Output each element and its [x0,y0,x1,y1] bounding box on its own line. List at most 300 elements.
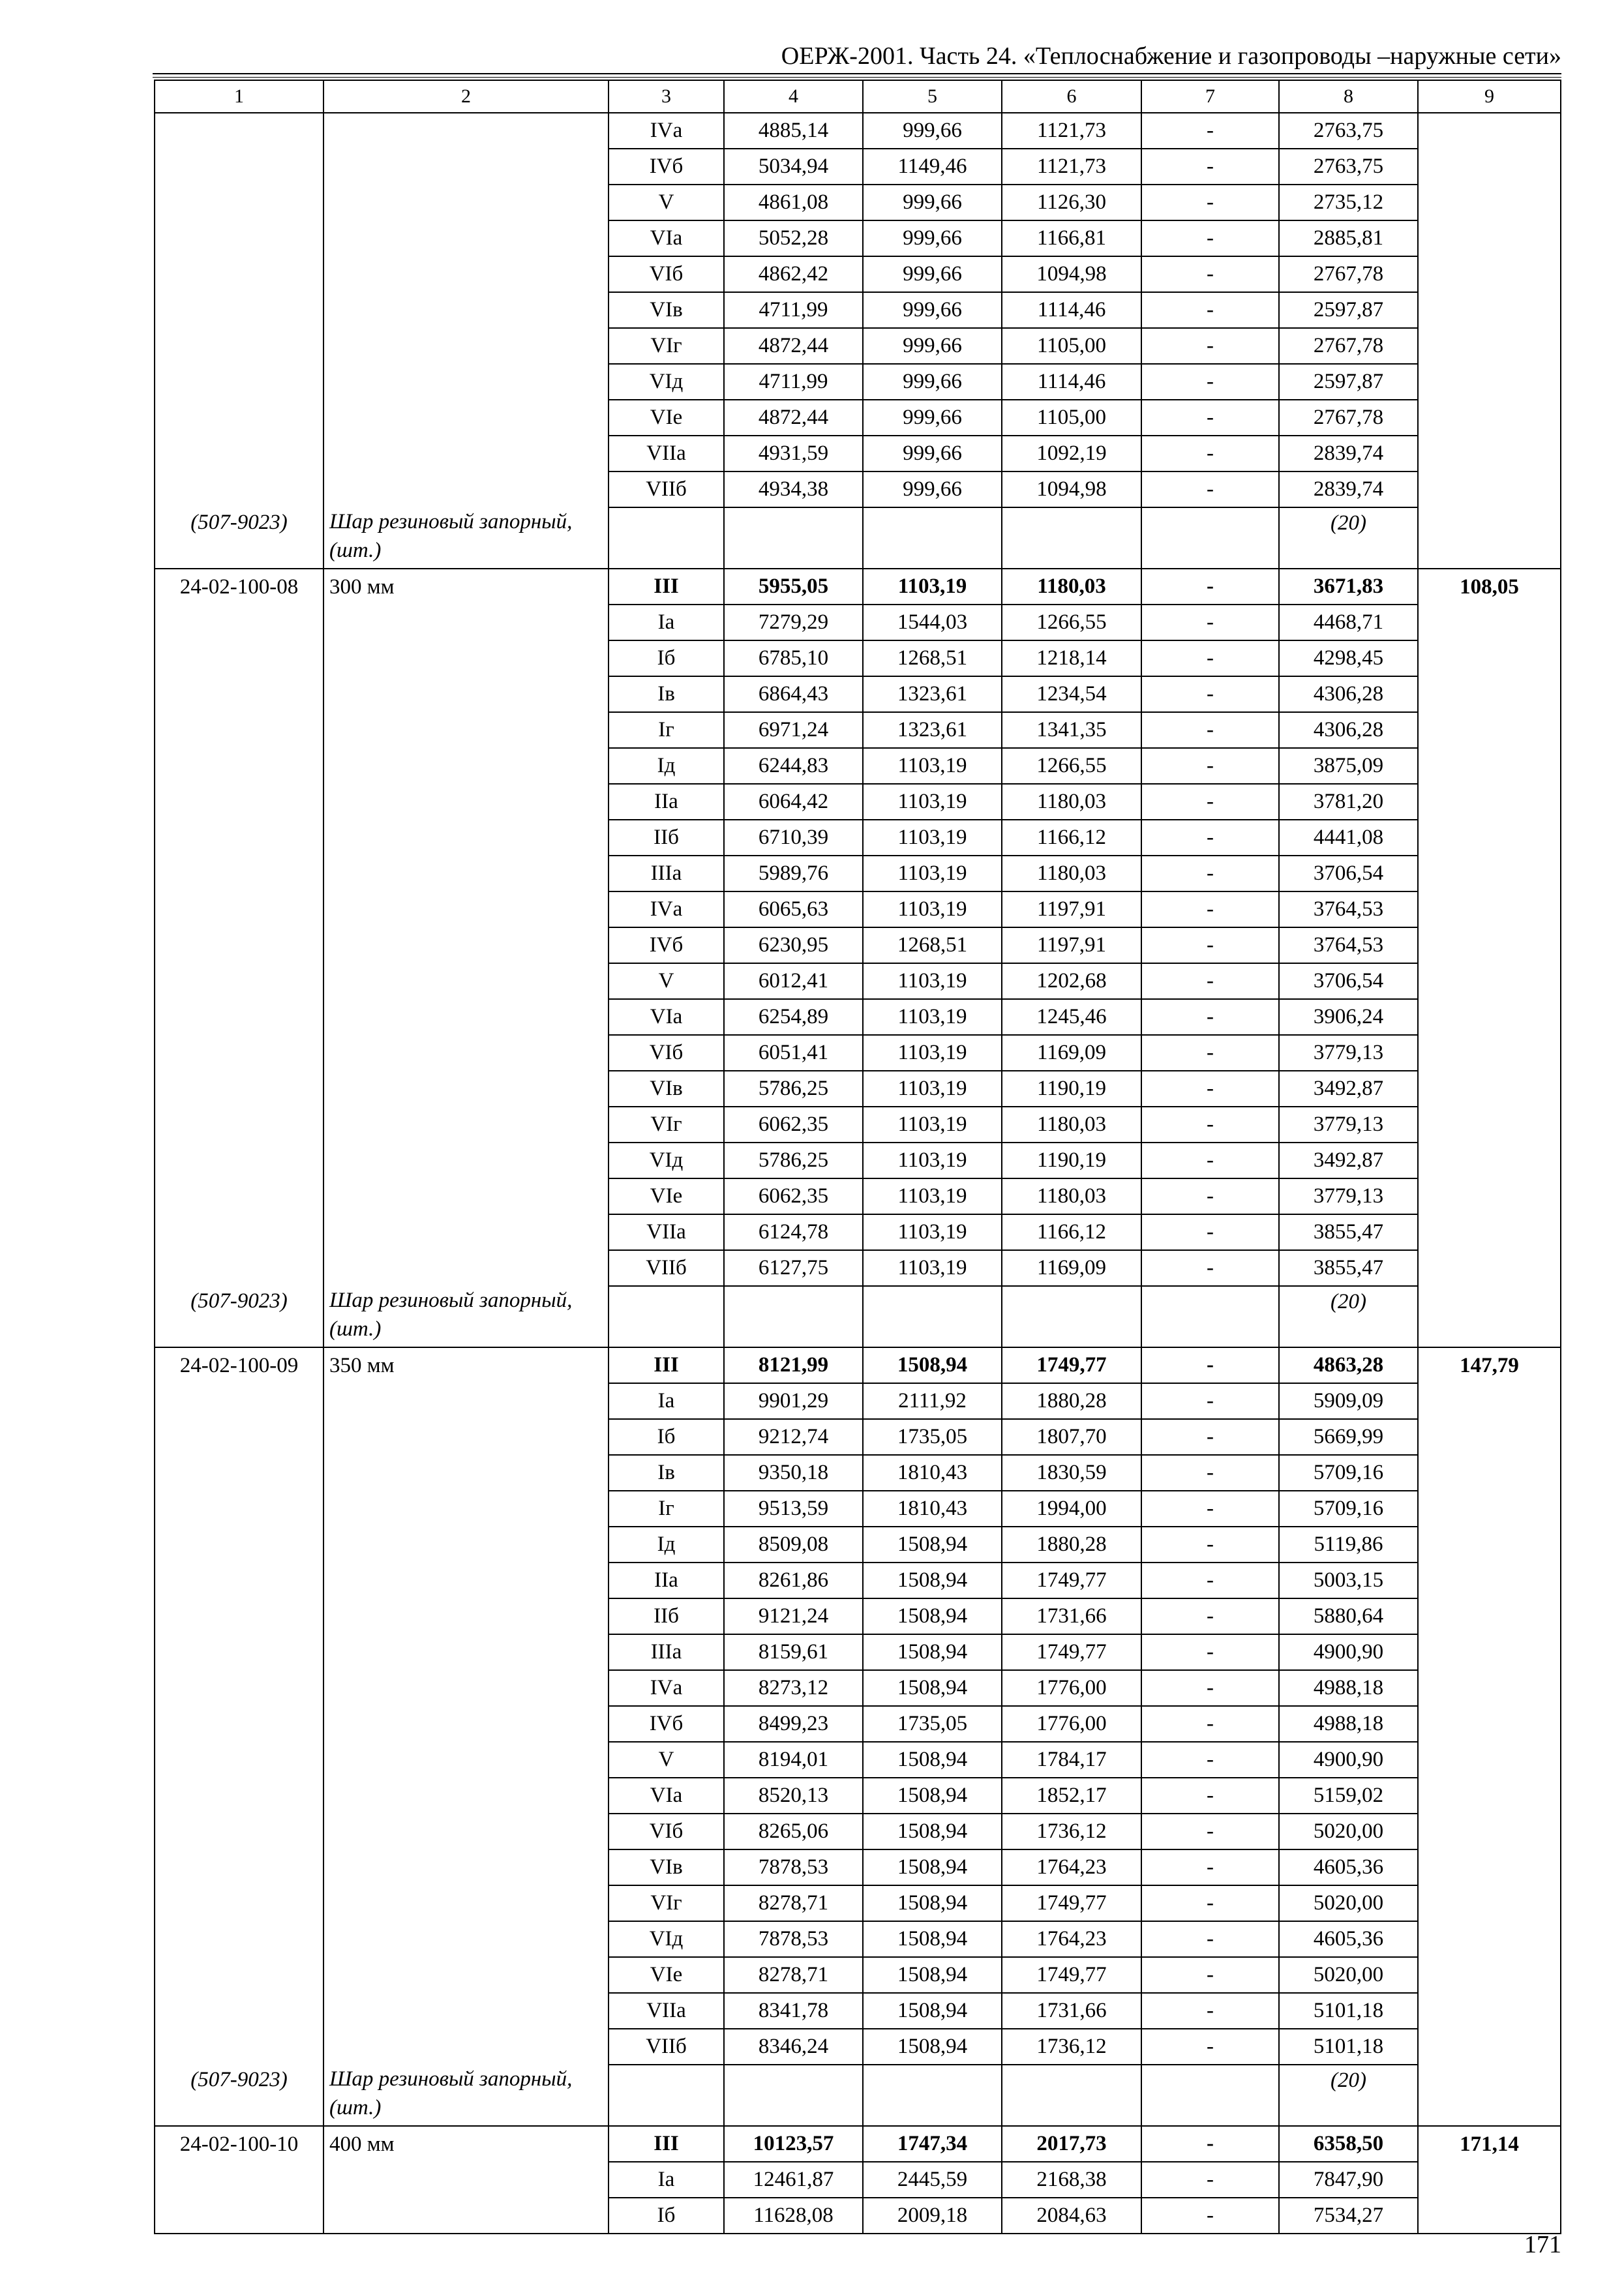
zone: Iг [609,1491,724,1527]
note-qty-cell [1279,2065,1418,2126]
column-number: 1 [155,80,323,113]
col-7-value: - [1141,1634,1279,1670]
material-cost: 2763,75 [1279,113,1418,149]
table-row [155,1347,1561,1383]
machine-cost: 1736,12 [1002,2029,1141,2065]
cost-total: 8194,01 [724,1742,863,1778]
machine-cost: 1105,00 [1002,328,1141,364]
labor-hours [1418,1993,1561,2029]
item-name [323,1214,609,1250]
page-header-title: ОЕРЖ-2001. Часть 24. «Теплоснабжение и газопроводы –наружные сети» [781,42,1561,70]
material-cost: 5003,15 [1279,1563,1418,1598]
labor-cost: 1508,94 [863,1993,1002,2029]
table-row [155,1957,1561,1993]
labor-cost: 2111,92 [863,1383,1002,1419]
cost-total: 5955,05 [724,569,863,605]
labor-hours [1418,1778,1561,1814]
column-number-row [155,80,1561,113]
cost-total: 6710,39 [724,820,863,856]
material-cost: 2597,87 [1279,292,1418,328]
labor-cost: 1747,34 [863,2126,1002,2162]
zone: VIв [609,1849,724,1885]
cost-total: 6230,95 [724,927,863,963]
machine-cost: 1736,12 [1002,1814,1141,1849]
labor-hours [1418,1742,1561,1778]
machine-cost: 1852,17 [1002,1778,1141,1814]
col-7-value: - [1141,1849,1279,1885]
col-7-value: - [1141,1035,1279,1071]
machine-cost: 1121,73 [1002,113,1141,149]
col-7-value: - [1141,820,1279,856]
item-name [323,256,609,292]
labor-hours [1418,605,1561,640]
rate-code [155,220,323,256]
table-row [155,927,1561,963]
labor-cost: 1735,05 [863,1419,1002,1455]
material-cost: 3764,53 [1279,927,1418,963]
labor-hours [1418,1455,1561,1491]
labor-cost: 1508,94 [863,1634,1002,1670]
table-row [155,2198,1561,2234]
zone: IVб [609,149,724,185]
labor-cost: 1508,94 [863,1849,1002,1885]
material-cost: 2767,78 [1279,328,1418,364]
col-7-value: - [1141,748,1279,784]
material-cost: 4306,28 [1279,676,1418,712]
cost-total: 11628,08 [724,2198,863,2234]
labor-cost: 1810,43 [863,1491,1002,1527]
item-name: 350 мм [323,1347,609,1383]
col-7-value: - [1141,2162,1279,2198]
labor-hours [1418,1419,1561,1455]
labor-hours [1418,927,1561,963]
item-name [323,640,609,676]
item-name [323,1035,609,1071]
rate-code [155,1383,323,1419]
empty-cell [609,2065,724,2126]
table-row [155,1670,1561,1706]
rate-code [155,185,323,220]
material-cost: 3779,13 [1279,1107,1418,1143]
labor-cost: 1268,51 [863,640,1002,676]
table-row [155,1035,1561,1071]
item-name [323,1455,609,1491]
labor-hours [1418,1214,1561,1250]
rate-code [155,1107,323,1143]
rate-code [155,963,323,999]
material-cost: 2597,87 [1279,364,1418,400]
col-7-value: - [1141,471,1279,507]
labor-cost: 999,66 [863,436,1002,471]
rate-code [155,1563,323,1598]
labor-hours [1418,149,1561,185]
table-row [155,1706,1561,1742]
labor-cost: 1103,19 [863,784,1002,820]
zone: VIIб [609,1250,724,1286]
cost-total: 8273,12 [724,1670,863,1706]
cost-total: 4872,44 [724,400,863,436]
item-name [323,1491,609,1527]
machine-cost: 1749,77 [1002,1347,1141,1383]
zone: VIIа [609,1214,724,1250]
empty-cell [724,2065,863,2126]
table-row [155,1742,1561,1778]
table-row [155,2029,1561,2065]
col-7-value: - [1141,856,1279,891]
zone: Iб [609,640,724,676]
cost-total: 8346,24 [724,2029,863,2065]
labor-hours [1418,328,1561,364]
machine-cost: 1776,00 [1002,1670,1141,1706]
rates-table [154,80,1561,2234]
item-name [323,1563,609,1598]
item-name [323,364,609,400]
machine-cost: 1190,19 [1002,1143,1141,1178]
header-rule [153,73,1561,74]
zone: VIа [609,220,724,256]
empty-cell [863,507,1002,569]
rate-code [155,2198,323,2234]
rate-code [155,1814,323,1849]
labor-hours [1418,1921,1561,1957]
item-name [323,1993,609,2029]
rate-code [155,1957,323,1993]
labor-cost: 1508,94 [863,1742,1002,1778]
empty-cell [1002,507,1141,569]
table-row [155,963,1561,999]
labor-hours [1418,1491,1561,1527]
zone: IVб [609,1706,724,1742]
labor-hours [1418,1957,1561,1993]
labor-cost: 1103,19 [863,1178,1002,1214]
labor-hours [1418,1885,1561,1921]
col-7-value: - [1141,1071,1279,1107]
cost-total: 9513,59 [724,1491,863,1527]
rate-code [155,328,323,364]
table-row [155,149,1561,185]
table-row [155,1563,1561,1598]
machine-cost: 1830,59 [1002,1455,1141,1491]
material-cost: 5119,86 [1279,1527,1418,1563]
table-row [155,676,1561,712]
zone: IIIа [609,1634,724,1670]
table-row [155,1778,1561,1814]
cost-total: 6051,41 [724,1035,863,1071]
table-row [155,292,1561,328]
rate-code [155,1706,323,1742]
machine-cost: 1121,73 [1002,149,1141,185]
table-row [155,2162,1561,2198]
table-row [155,748,1561,784]
col-7-value: - [1141,1214,1279,1250]
rate-code [155,820,323,856]
labor-hours [1418,400,1561,436]
rate-code: 24-02-100-10 [155,2126,323,2162]
material-cost: 4306,28 [1279,712,1418,748]
zone: V [609,1742,724,1778]
cost-total: 4711,99 [724,292,863,328]
item-name [323,820,609,856]
machine-cost: 1784,17 [1002,1742,1141,1778]
col-7-value: - [1141,712,1279,748]
table-row [155,1071,1561,1107]
cost-total: 7279,29 [724,605,863,640]
cost-total: 9350,18 [724,1455,863,1491]
labor-hours [1418,891,1561,927]
table-row [155,400,1561,436]
item-name [323,185,609,220]
item-name [323,400,609,436]
zone: VIIб [609,2029,724,2065]
empty-cell [1418,2065,1561,2126]
col-7-value: - [1141,1419,1279,1455]
table-row [155,1107,1561,1143]
column-number: 7 [1141,80,1279,113]
zone: IVа [609,113,724,149]
labor-hours [1418,963,1561,999]
col-7-value: - [1141,292,1279,328]
zone: IIб [609,820,724,856]
col-7-value: - [1141,185,1279,220]
col-7-value: - [1141,1993,1279,2029]
table-row [155,569,1561,605]
material-cost: 5020,00 [1279,1885,1418,1921]
labor-cost: 1735,05 [863,1706,1002,1742]
machine-cost: 1197,91 [1002,927,1141,963]
machine-cost: 1880,28 [1002,1383,1141,1419]
item-name [323,784,609,820]
empty-cell [863,1286,1002,1347]
table-row [155,364,1561,400]
labor-cost: 1508,94 [863,1957,1002,1993]
empty-cell [1141,1286,1279,1347]
material-cost: 4988,18 [1279,1670,1418,1706]
table-row [155,891,1561,927]
zone: VIе [609,1957,724,1993]
labor-hours [1418,748,1561,784]
machine-cost: 1880,28 [1002,1527,1141,1563]
cost-total: 6127,75 [724,1250,863,1286]
item-name [323,220,609,256]
cost-total: 8159,61 [724,1634,863,1670]
labor-cost: 1103,19 [863,1035,1002,1071]
cost-total: 8278,71 [724,1885,863,1921]
rate-code [155,640,323,676]
rate-code [155,400,323,436]
labor-hours [1418,292,1561,328]
table-row [155,1419,1561,1455]
labor-cost: 1103,19 [863,748,1002,784]
zone: VIа [609,1778,724,1814]
cost-total: 8261,86 [724,1563,863,1598]
col-7-value: - [1141,927,1279,963]
labor-hours [1418,712,1561,748]
zone: Iа [609,2162,724,2198]
note-name-cell [323,2065,609,2126]
machine-cost: 1180,03 [1002,856,1141,891]
table-row [155,1178,1561,1214]
note-qty-cell [1279,507,1418,569]
rate-code [155,149,323,185]
rate-code [155,856,323,891]
col-7-value: - [1141,605,1279,640]
machine-cost: 1166,12 [1002,1214,1141,1250]
machine-cost: 1180,03 [1002,784,1141,820]
rate-code [155,676,323,712]
empty-cell [724,1286,863,1347]
labor-cost: 1508,94 [863,1527,1002,1563]
labor-hours [1418,1383,1561,1419]
note-name: Шар резиновый запорный, (шт.) [329,1289,573,1341]
material-cost: 7847,90 [1279,2162,1418,2198]
rate-code [155,1250,323,1286]
material-cost: 3779,13 [1279,1178,1418,1214]
table-row [155,1634,1561,1670]
table-row [155,1598,1561,1634]
labor-hours [1418,1250,1561,1286]
machine-cost: 1749,77 [1002,1563,1141,1598]
column-number: 8 [1279,80,1418,113]
col-7-value: - [1141,1598,1279,1634]
col-7-value: - [1141,1383,1279,1419]
material-cost: 4468,71 [1279,605,1418,640]
item-name [323,1143,609,1178]
zone: VIе [609,400,724,436]
labor-hours [1418,1814,1561,1849]
empty-cell [724,507,863,569]
empty-cell [1002,1286,1141,1347]
machine-cost: 1180,03 [1002,1107,1141,1143]
empty-cell [1002,2065,1141,2126]
table-row [155,1383,1561,1419]
col-7-value: - [1141,328,1279,364]
empty-cell [1418,507,1561,569]
labor-hours [1418,1670,1561,1706]
machine-cost: 1094,98 [1002,256,1141,292]
labor-cost: 999,66 [863,256,1002,292]
note-code-cell [155,1286,323,1347]
machine-cost: 1245,46 [1002,999,1141,1035]
labor-cost: 1268,51 [863,927,1002,963]
cost-total: 4872,44 [724,328,863,364]
cost-total: 9121,24 [724,1598,863,1634]
cost-total: 12461,87 [724,2162,863,2198]
labor-cost: 1508,94 [863,1670,1002,1706]
note-qty-cell [1279,1286,1418,1347]
machine-cost: 1169,09 [1002,1035,1141,1071]
material-cost: 4605,36 [1279,1921,1418,1957]
rate-code [155,1885,323,1921]
cost-total: 7878,53 [724,1849,863,1885]
material-cost: 5020,00 [1279,1814,1418,1849]
labor-cost: 1508,94 [863,1563,1002,1598]
column-number: 4 [724,80,863,113]
labor-hours [1418,185,1561,220]
cost-total: 9212,74 [724,1419,863,1455]
machine-cost: 1266,55 [1002,748,1141,784]
item-name [323,1742,609,1778]
labor-cost: 1149,46 [863,149,1002,185]
material-cost: 3779,13 [1279,1035,1418,1071]
col-7-value: - [1141,640,1279,676]
col-7-value: - [1141,400,1279,436]
rate-code [155,1742,323,1778]
labor-cost: 1508,94 [863,1814,1002,1849]
material-cost: 5101,18 [1279,1993,1418,2029]
zone: VIб [609,1035,724,1071]
note-name: Шар резиновый запорный, (шт.) [329,2067,573,2119]
material-cost: 4441,08 [1279,820,1418,856]
item-name [323,1670,609,1706]
item-name [323,1383,609,1419]
item-name [323,856,609,891]
labor-cost: 1508,94 [863,2029,1002,2065]
labor-hours [1418,999,1561,1035]
material-cost: 3855,47 [1279,1214,1418,1250]
item-name [323,1419,609,1455]
material-cost: 3875,09 [1279,748,1418,784]
material-cost: 5909,09 [1279,1383,1418,1419]
machine-cost: 1731,66 [1002,1598,1141,1634]
item-name [323,1778,609,1814]
rate-code [155,292,323,328]
material-note-row [155,2065,1561,2126]
item-name [323,1921,609,1957]
material-cost: 4298,45 [1279,640,1418,676]
material-note-row [155,1286,1561,1347]
note-code: (507-9023) [190,1289,288,1313]
material-cost: 5880,64 [1279,1598,1418,1634]
zone: VIг [609,1107,724,1143]
zone: Iд [609,748,724,784]
zone: Iа [609,1383,724,1419]
labor-hours [1418,1107,1561,1143]
labor-cost: 1103,19 [863,856,1002,891]
material-note-row [155,507,1561,569]
zone: III [609,1347,724,1383]
page-number: 171 [1524,2231,1561,2258]
rate-code [155,364,323,400]
labor-hours [1418,1634,1561,1670]
rate-code [155,999,323,1035]
labor-cost: 1103,19 [863,999,1002,1035]
table-row [155,1993,1561,2029]
labor-cost: 999,66 [863,113,1002,149]
col-7-value: - [1141,364,1279,400]
zone: Iв [609,1455,724,1491]
table-row [155,712,1561,748]
material-cost: 2763,75 [1279,149,1418,185]
cost-total: 6124,78 [724,1214,863,1250]
item-name [323,1250,609,1286]
col-7-value: - [1141,436,1279,471]
item-name [323,1071,609,1107]
cost-total: 7878,53 [724,1921,863,1957]
table-row [155,1527,1561,1563]
machine-cost: 1749,77 [1002,1885,1141,1921]
material-cost: 3671,83 [1279,569,1418,605]
rate-code [155,256,323,292]
item-name [323,1634,609,1670]
material-cost: 5159,02 [1279,1778,1418,1814]
note-qty: (20) [1331,1290,1366,1313]
col-7-value: - [1141,1455,1279,1491]
labor-hours [1418,640,1561,676]
material-cost: 5101,18 [1279,2029,1418,2065]
material-cost: 3492,87 [1279,1143,1418,1178]
labor-hours [1418,256,1561,292]
rate-code [155,1778,323,1814]
